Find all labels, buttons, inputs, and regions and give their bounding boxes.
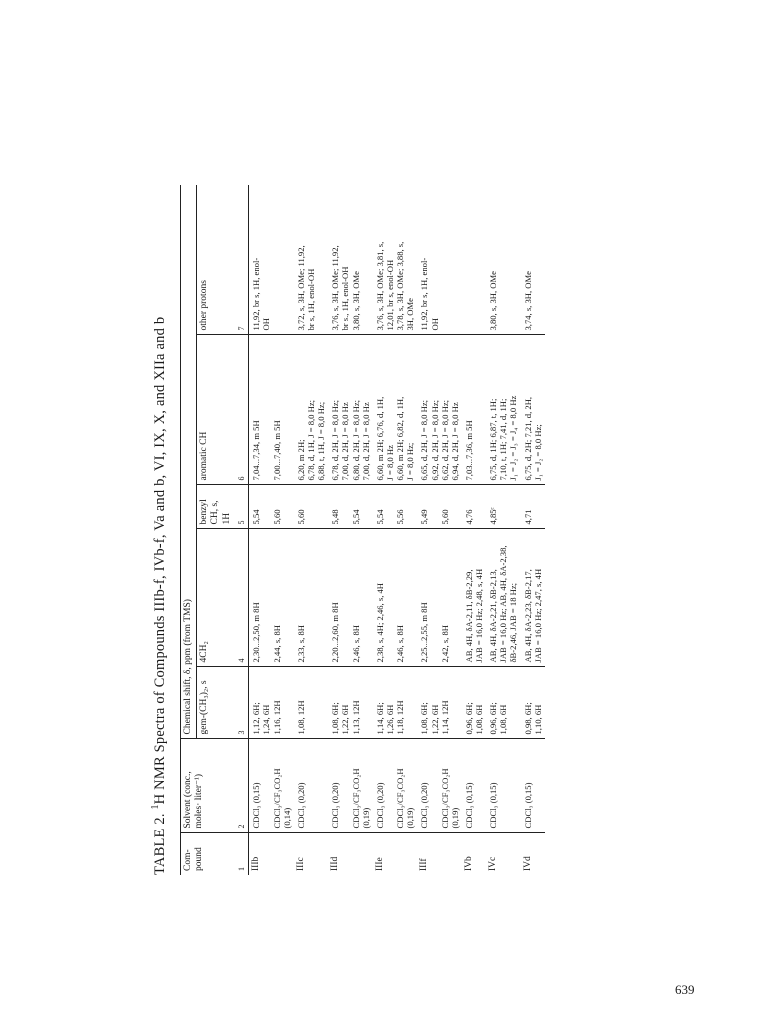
other-cell: 11,92, br s, 1H, enol- OH [249, 185, 294, 335]
header-row-1 [181, 185, 197, 875]
solvent-cell: CDCl₃ (0,20) CDCl₃/CF₃CO₂H (0,19) [417, 739, 462, 833]
other-cell: 3,76, s, 3H, OMe; 11,92, br s., 1H, enol-OH 3,80, s, 3H, OMe [328, 185, 373, 335]
solvent-cell: CDCl₃ (0,15) [521, 739, 545, 833]
gem-cell: 1,14, 6H; 1,26, 6H 1,18, 12H [373, 667, 418, 739]
compound-cell: IVc [488, 856, 499, 871]
gem-cell: 0,96, 6H; 1,08, 6H [486, 667, 520, 739]
caption-superscript: 1 [150, 804, 161, 810]
gem-cell: 1,08, 12H [294, 667, 328, 739]
gem-cell: 1,08, 6H; 1,22, 6H 1,13, 12H [328, 667, 373, 739]
benzyl-cell: 4,76 [462, 485, 486, 529]
benzyl-cell: 4,85ᶜ [486, 485, 520, 529]
ch2-cell: 2,20...2,60, m 8H 2,46, s, 8H [328, 529, 373, 667]
compound-cell: IVb [463, 856, 474, 871]
gem-cell: 0,96, 6H; 1,08, 6H [462, 667, 486, 739]
ch2-cell: 2,30...2,50, m 8H 2,44, s, 8H [249, 529, 294, 667]
gem-cell: 0,98, 6H; 1,10, 6H [521, 667, 545, 739]
table-row [373, 185, 418, 875]
other-cell: 11,92, br s, 1H, enol- OH [417, 185, 462, 335]
col-number: 3 [235, 667, 249, 739]
ch2-cell: 2,38, s, 4H; 2,46, s, 4H 2,46, s, 8H [373, 529, 418, 667]
nmr-table [180, 185, 545, 875]
col-number: 4 [235, 529, 249, 667]
gem-cell: 1,12, 6H; 1,24, 6H 1,16, 12H [249, 667, 294, 739]
gem-cell: 1,08, 6H; 1,22, 6H 1,14, 12H [417, 667, 462, 739]
ch2-cell: AB, 4H, δA-2,23, δB-2,17, JAB = 16,0 Hz; 2,47, s, 4H [521, 529, 545, 667]
table-caption [150, 317, 169, 875]
solvent-cell: CDCl₃ (0,20) CDCl₃/CF₃CO₂H (0,19) [328, 739, 373, 833]
aromatic-cell: 6,75, d, 2H; 7,21, d, 2H, J₁ = J₂ = 8,0 Hz; [521, 335, 545, 485]
other-cell: 3,80, s, 3H, OMe [486, 185, 520, 335]
other-cell: 3,76, s, 3H, OMe; 3,81, s, 12,01, br s, enol-OH 3,78, s, 3H, OMe; 3,88, s, 3H, OMe [373, 185, 418, 335]
aromatic-cell: 6,60, m 2H; 6,76, d, 1H, J = 8,0 Hz 6,60, m 2H; 6,82, d, 1H, J = 8,0 Hz; [373, 335, 418, 485]
header-chemical-shift: Chemical shift, δ, ppm (from TMS) [181, 185, 197, 739]
header-gem: gem-(CH₃)₂, s [197, 667, 235, 739]
table-row [462, 185, 486, 875]
benzyl-cell: 4,71 [521, 485, 545, 529]
other-cell: 3,72, s, 3H, OMe; 11,92, br s, 1H, enol-OH [294, 185, 328, 335]
col-number: 6 [235, 335, 249, 485]
benzyl-cell: 5,54 5,60 [249, 485, 294, 529]
aromatic-cell: 7,03...7,36, m 5H [462, 335, 486, 485]
table-row [328, 185, 373, 875]
compound-cell: IVd [522, 856, 533, 871]
aromatic-cell: 6,75, d, 1H; 6,87, t, 1H; 7,10, t, 1H; 7,41, d, 1H; J₁ = J₂ = J₃ = J₄ = 8,0 Hz [486, 335, 520, 485]
compound-cell: IIIe [374, 857, 385, 871]
table-row [486, 185, 520, 875]
ch2-cell: AB, 4H, δA-2,21, δB-2,13, JAB = 16,0 Hz; AB, 4H, δA-2,38, δB-2,46, JAB = 18 Hz; [486, 529, 520, 667]
table-row [249, 185, 294, 875]
compound-cell: IIIf [419, 858, 430, 871]
table-row [294, 185, 328, 875]
column-number-row [235, 185, 249, 875]
header-solvent: Solvent (conc., moles· liter⁻¹) [181, 739, 235, 833]
caption-prefix: TABLE 2. [151, 809, 168, 875]
solvent-cell: CDCl₃ (0,15) [486, 739, 520, 833]
aromatic-cell: 6,65, d, 2H, J = 8,0 Hz; 6,92, d, 2H, J = 8,0 Hz; 6,62, d, 2H, J = 8,0 Hz; 6,94, d, 2H, J = 8,0 Hz [417, 335, 462, 485]
other-cell: 3,74, s, 3H, OMe [521, 185, 545, 335]
header-other: other protons [197, 185, 235, 335]
solvent-cell: CDCl₃ (0,20) [294, 739, 328, 833]
aromatic-cell: 7,04...7,34, m 5H 7,00...7,40, m 5H [249, 335, 294, 485]
page-number: 639 [675, 982, 695, 997]
benzyl-cell: 5,49 5,60 [417, 485, 462, 529]
ch2-cell: 2,33, s, 8H [294, 529, 328, 667]
solvent-cell: CDCl₃ (0,20) CDCl₃/CF₃CO₂H (0,19) [373, 739, 418, 833]
aromatic-cell: 6,20, m 2H; 6,78, d, 1H, J = 8,0 Hz; 6,88, t, 1H, J = 8,0 Hz; [294, 335, 328, 485]
col-number: 2 [235, 739, 249, 833]
benzyl-cell: 5,54 5,56 [373, 485, 418, 529]
table-row [417, 185, 462, 875]
ch2-cell: 2,25...2,55, m 8H 2,42, s, 8H [417, 529, 462, 667]
compound-cell: IIIb [251, 856, 262, 871]
header-ch2: 4CH₂ [197, 529, 235, 667]
ch2-cell: AB, 4H, δA-2,11, δB-2,29, JAB = 16,0 Hz; 2,48, s, 4H [462, 529, 486, 667]
col-number: 1 [235, 833, 249, 875]
rotated-page-content [150, 185, 615, 875]
benzyl-cell: 5,60 [294, 485, 328, 529]
caption-text: H NMR Spectra of Compounds IIIb-f, IVb-f, Va and b, VI, IX, X, and XIIa and b [151, 316, 168, 805]
col-number: 7 [235, 185, 249, 335]
header-compound: Com- pound [181, 833, 235, 875]
header-benzyl: benzyl CH, s, 1H [197, 485, 235, 529]
compound-cell: IIIc [295, 857, 306, 871]
other-cell [462, 185, 486, 335]
solvent-cell: CDCl₃ (0,15) CDCl₃/CF₃CO₂H (0,14) [249, 739, 294, 833]
benzyl-cell: 5,48 5,54 [328, 485, 373, 529]
table-row [521, 185, 545, 875]
header-aromatic: aromatic CH [197, 335, 235, 485]
compound-cell: IIId [330, 856, 341, 871]
solvent-cell: CDCl₃ (0,15) [462, 739, 486, 833]
col-number: 5 [235, 485, 249, 529]
aromatic-cell: 6,78, d, 2H, J = 8,0 Hz; 7,00, d, 2H, J = 8,0 Hz 6,80, d, 2H, J = 8,0 Hz; 7,00, d, 2H, J = 8,0 Hz [328, 335, 373, 485]
